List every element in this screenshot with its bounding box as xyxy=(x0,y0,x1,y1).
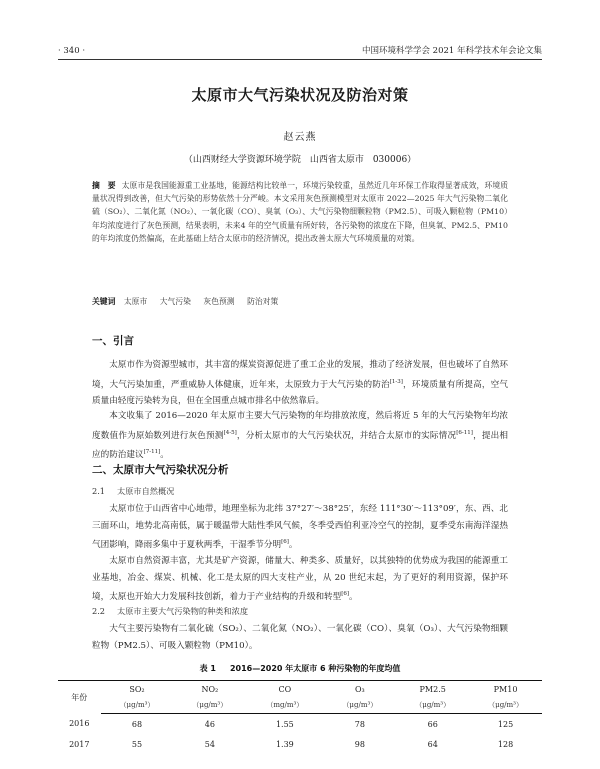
table-row xyxy=(58,714,542,735)
subsection-heading-pollutants: 2.2 太原市主要大气污染物的种类和浓度 xyxy=(92,606,249,616)
table-caption: 表 1 2016—2020 年太原市 6 种污染物的年度均值 xyxy=(199,664,401,673)
affiliation: （山西财经大学资源环境学院 山西省太原市 030006） xyxy=(183,155,417,165)
intro-paragraph-1: 太原市作为资源型城市，其丰富的煤炭资源促进了重工企业的发展，推动了经济发展，但也破坏了自然环境，大气污染加重，严重威胁人体健康，近年来，太原致力于大气污染的防治[1-3]，环境质量有所提高，空气质量由轻度污染转为良，但在全国重点城市排名中依然靠后。 xyxy=(92,360,508,407)
natural-overview-paragraph: 太原市位于山西省中心地带，地理坐标为北纬 37°27′～38°25′，东经 111°30′～113°09′，东、西、北三面环山，地势北高南低，属于暖温带大陆性季风气候，冬季受西伯利亚冷空气的控制，夏季受东南海洋湿热气团影响，降雨多集中于夏秋两季，干湿季节分明[6]。 xyxy=(92,504,508,551)
table-cell: 68 xyxy=(131,719,143,729)
table-cell: 78 xyxy=(354,719,365,729)
resources-paragraph: 太原市自然资源丰富，尤其是矿产资源，储量大、种类多、质量好，以其独特的优势成为我国的能源重工业基地，冶金、煤炭、机械、化工是太原的四大支柱产业，从 20 世纪末起，为了更好的利用资源，保护环境，太原也开始大力发展科技创新，着力于产业结构的升级和转型[6]。 xyxy=(92,556,508,603)
citation: [6] xyxy=(341,591,350,598)
citation: [6] xyxy=(281,539,289,546)
column-unit: （μg/m³） xyxy=(396,697,469,714)
column-unit: （μg/m³） xyxy=(173,697,246,714)
column-unit: （mg/m³） xyxy=(246,697,323,714)
year-column-header: 年份 xyxy=(58,681,101,714)
subsection-heading-natural-overview: 2.1 太原市自然概况 xyxy=(92,486,175,496)
paper-title: 太原市大气污染状况及防治对策 xyxy=(191,86,409,104)
keywords-label: 关键词 xyxy=(92,297,116,306)
citation: [6-11] xyxy=(456,429,473,436)
abstract-text: 太原市是我国能源重工业基地，能源结构比较单一，环境污染较重，虽然近几年环保工作取得显著成效，环境质量状况得到改善，但大气污染的形势依然十分严峻。本文采用灰色预测模型对太原市 2022—2025 年大气污染物二氧化硫（SO₂）、二氧化氮（NO₂）、一氧化碳（CO）、臭氧（O₃）、大气污染物细颗粒物（PM2.5）、可吸入颗粒物（PM10）年均浓度进行了灰色预测，结果表明，未来4 年的空气质量有所好转，各污染物的浓度在下降，但臭氧、PM2.5、PM10 的年均浓度仍然偏高，在此基础上结合太原市的经济情况，提出改善太原大气环境质量的对策。 xyxy=(92,181,509,243)
keyword: 太原市 xyxy=(123,297,148,306)
running-head xyxy=(58,44,542,56)
table-cell: 46 xyxy=(204,719,215,729)
table-cell: 125 xyxy=(497,719,514,729)
table-cell: 2016 xyxy=(69,719,90,729)
column-unit: （μg/m³） xyxy=(469,697,542,714)
pollutants-paragraph: 大气主要污染物有二氧化硫（SO₂）、二氧化氮（NO₂）、一氧化碳（CO）、臭氧（O₃）、大气污染物细颗粒物（PM2.5）、可吸入颗粒物（PM10）。 xyxy=(92,624,508,651)
pollutant-table xyxy=(58,680,542,754)
keyword: 防治对策 xyxy=(247,297,279,306)
intro-paragraph-2: 本文收集了 2016—2020 年太原市主要大气污染物的年均排放浓度，然后将近 5 年的大气污染物年均浓度数值作为原始数列进行灰色预测[4-5]，分析太原市的大气污染状况，并结合太原市的实际情况[6-11]，提出相应的防治建议[7-11]。 xyxy=(92,411,508,460)
column-unit: （μg/m³） xyxy=(101,697,174,714)
table-cell: 66 xyxy=(427,719,438,729)
table-row xyxy=(58,734,542,754)
abstract-label: 摘 要 xyxy=(92,181,116,190)
table-cell: 98 xyxy=(354,739,365,749)
table-cell: 64 xyxy=(427,739,438,749)
section-heading-analysis: 二、太原市大气污染状况分析 xyxy=(92,464,229,476)
table-cell: 2017 xyxy=(69,739,90,749)
column-header-o3: O₃ xyxy=(323,681,396,698)
author: 赵云燕 xyxy=(283,132,317,143)
column-header-co: CO xyxy=(246,681,323,698)
keyword: 灰色预测 xyxy=(203,297,235,306)
column-header-pm10: PM10 xyxy=(469,681,542,698)
table-header-row xyxy=(58,681,542,698)
keywords xyxy=(92,296,508,307)
citation: [4-5] xyxy=(223,429,237,436)
abstract xyxy=(92,179,508,245)
table-cell: 54 xyxy=(204,739,215,749)
section-heading-introduction: 一、引言 xyxy=(92,335,134,347)
journal-title: 中国环境科学学会 2021 年科学技术年会论文集 xyxy=(361,46,542,56)
table-unit-row xyxy=(58,697,542,714)
table-cell: 1.39 xyxy=(275,739,294,749)
header-rule xyxy=(58,59,542,60)
table-cell: 1.55 xyxy=(275,719,294,729)
table-cell: 128 xyxy=(497,739,514,749)
column-header-so2: SO₂ xyxy=(101,681,174,698)
column-unit: （μg/m³） xyxy=(323,697,396,714)
column-header-pm25: PM2.5 xyxy=(396,681,469,698)
page-number: · 340 · xyxy=(58,46,86,56)
citation: [7-11] xyxy=(143,449,161,456)
keyword: 大气污染 xyxy=(159,297,191,306)
table-cell: 55 xyxy=(131,739,143,749)
column-header-no2: NO₂ xyxy=(173,681,246,698)
citation: [1-3] xyxy=(389,378,403,385)
